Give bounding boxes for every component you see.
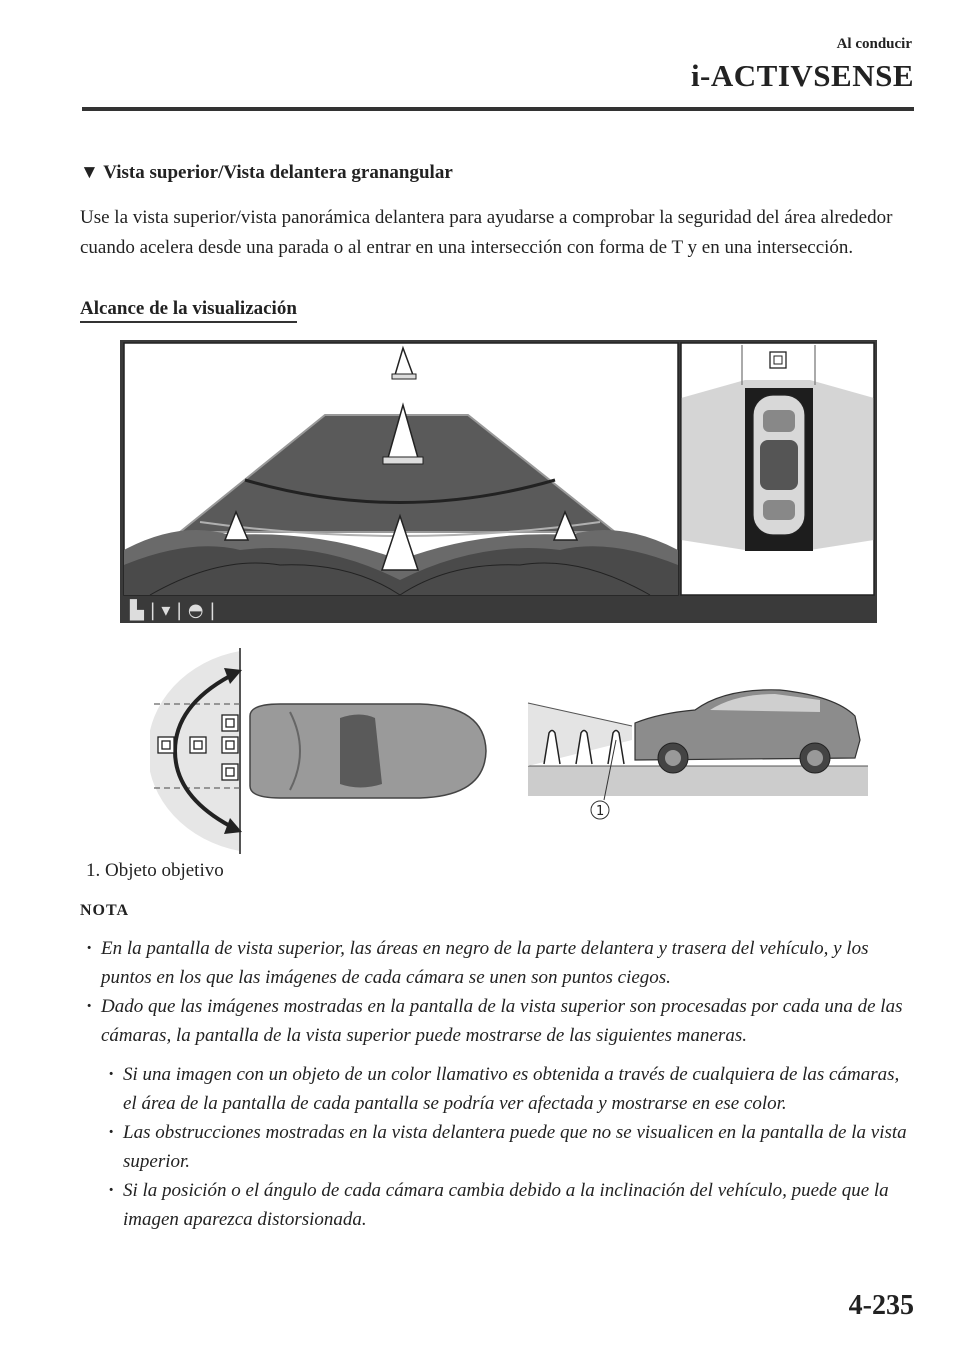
section-heading: ▼ Vista superior/Vista delantera granangular <box>80 162 453 183</box>
legend-item-1: 1. Objeto objetivo <box>86 860 224 881</box>
page-number: 4-235 <box>848 1290 914 1321</box>
nota-item: · En la pantalla de vista superior, las áreas en negro de la parte delantera y trasera del vehículo, y los puntos en los que las imágenes de cada cámara se unen son puntos ciegos. <box>80 934 916 992</box>
intro-paragraph: Use la vista superior/vista panorámica delantera para ayudarse a comprobar la seguridad del área alrededor cuando acelera desde una parada o al entrar en una intersección con forma de T y en una intersección. <box>80 207 893 258</box>
front-view-side-diagram <box>520 678 870 828</box>
header-section: Al conducir <box>836 36 912 52</box>
nota-subitem: · Si la posición o el ángulo de cada cámara cambia debido a la inclinación del vehículo, puede que la imagen aparezca distorsionada. <box>102 1176 916 1234</box>
camera-screen-illustration <box>120 340 877 623</box>
header-title: i-ACTIVSENSE <box>690 58 914 93</box>
nota-item: · Dado que las imágenes mostradas en la pantalla de la vista superior son procesadas por cada una de las cámaras, la pantalla de la vista superior puede mostrarse de las siguientes maneras. <box>80 992 916 1050</box>
svg-text:▙ | ▾ | ◓ |: ▙ | ▾ | ◓ | <box>130 600 216 621</box>
nota-subitem: · Las obstrucciones mostradas en la vista delantera puede que no se visualicen en la pantalla de la vista superior. <box>102 1118 916 1176</box>
coverage-top-view-diagram <box>150 646 490 856</box>
callout-number: 1 <box>596 804 605 819</box>
nota-label: NOTA <box>80 902 130 919</box>
nota-subitem: · Si una imagen con un objeto de un color llamativo es obtenida a través de cualquiera de las cámaras, el área de la pantalla de cada pantalla se podría ver afectada y mostrarse en ese color. <box>102 1060 916 1118</box>
display-range-subheading: Alcance de la visualización <box>80 298 297 323</box>
header-rule <box>82 107 914 111</box>
nota-list <box>80 934 916 1234</box>
